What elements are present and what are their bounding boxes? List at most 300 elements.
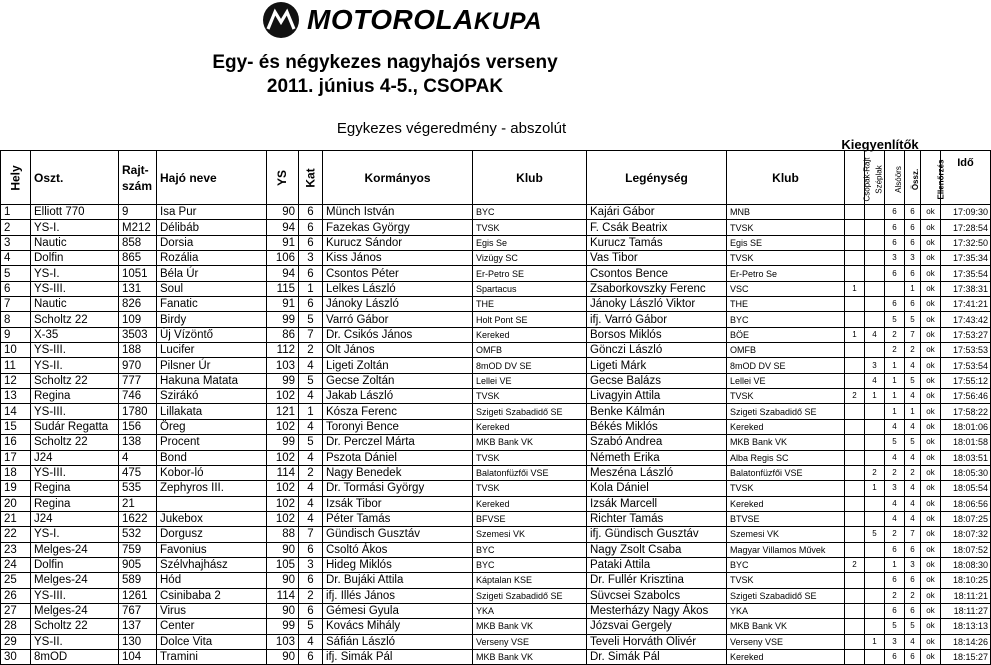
cell-oszt: YS-III. [31, 281, 119, 296]
cell-legenyseg: Dr. Simák Pál [587, 649, 727, 664]
cell-csopak [845, 465, 865, 480]
cell-csopak [845, 266, 865, 281]
header-hely: Hely [1, 151, 31, 205]
cell-oszt: YS-III. [31, 404, 119, 419]
cell-ellenorzes: ok [921, 327, 941, 342]
cell-rajtszam: 137 [119, 619, 157, 634]
cell-alsoors: 2 [885, 327, 905, 342]
cell-alsoors: 1 [885, 389, 905, 404]
header-legenyseg: Legénység [587, 151, 727, 205]
cell-kormanyos: Dr. Bujáki Attila [323, 573, 473, 588]
cell-klub: Vizügy SC [473, 251, 587, 266]
cell-ossz: 6 [905, 297, 921, 312]
cell-ys: 88 [267, 527, 299, 542]
cell-oszt: Melges-24 [31, 573, 119, 588]
cell-alsoors: 6 [885, 220, 905, 235]
cell-ys: 90 [267, 205, 299, 220]
header-oszt: Oszt. [31, 151, 119, 205]
motorola-logo-icon [263, 2, 299, 38]
cell-legenyseg-klub: MKB Bank VK [727, 619, 845, 634]
cell-hajo: Dolce Vita [157, 634, 267, 649]
table-row [1, 235, 991, 250]
cell-csopak [845, 649, 865, 664]
cell-hely: 23 [1, 542, 31, 557]
cell-kat: 5 [299, 435, 323, 450]
cell-ido: 18:05:54 [941, 481, 991, 496]
cell-legenyseg: Teveli Horváth Olivér [587, 634, 727, 649]
cell-ellenorzes: ok [921, 343, 941, 358]
table-row [1, 389, 991, 404]
header-rajtszam: Rajt-szám [119, 151, 157, 205]
cell-ido: 17:55:12 [941, 373, 991, 388]
cell-hely: 1 [1, 205, 31, 220]
cell-hely: 4 [1, 251, 31, 266]
cell-rajtszam: 1051 [119, 266, 157, 281]
cell-oszt: J24 [31, 511, 119, 526]
cell-kat: 6 [299, 649, 323, 664]
cell-legenyseg-klub: Balatonfüzfői VSE [727, 465, 845, 480]
cell-ossz: 4 [905, 481, 921, 496]
cell-hajo: Virus [157, 603, 267, 618]
cell-alsoors: 6 [885, 573, 905, 588]
cell-ellenorzes: ok [921, 235, 941, 250]
cell-ys: 86 [267, 327, 299, 342]
cell-alsoors: 6 [885, 542, 905, 557]
cell-kormanyos: Kiss János [323, 251, 473, 266]
cell-szeplak: 2 [865, 465, 885, 480]
cell-ys: 102 [267, 511, 299, 526]
cell-alsoors: 1 [885, 373, 905, 388]
cell-hely: 27 [1, 603, 31, 618]
cell-rajtszam: 109 [119, 312, 157, 327]
cell-csopak [845, 542, 865, 557]
cell-ido: 18:07:32 [941, 527, 991, 542]
cell-ys: 99 [267, 619, 299, 634]
cell-hely: 3 [1, 235, 31, 250]
header-kormanyos: Kormányos [323, 151, 473, 205]
header-kat: Kat [299, 151, 323, 205]
cell-szeplak: 3 [865, 358, 885, 373]
cell-rajtszam: 3503 [119, 327, 157, 342]
cell-kormanyos: Kósza Ferenc [323, 404, 473, 419]
cell-ossz: 5 [905, 373, 921, 388]
cell-kat: 4 [299, 389, 323, 404]
cell-klub: BYC [473, 557, 587, 572]
cell-legenyseg: Gönczi László [587, 343, 727, 358]
cell-kat: 4 [299, 450, 323, 465]
cell-legenyseg-klub: TVSK [727, 251, 845, 266]
event-title: Egy- és négykezes nagyhajós verseny [212, 52, 558, 73]
cell-csopak: 1 [845, 281, 865, 296]
cell-klub: YKA [473, 603, 587, 618]
cell-legenyseg: Izsák Marcell [587, 496, 727, 511]
cell-legenyseg: Livagyin Attila [587, 389, 727, 404]
cell-ossz: 5 [905, 619, 921, 634]
cell-rajtszam: 1780 [119, 404, 157, 419]
cell-kormanyos: Csoltó Ákos [323, 542, 473, 557]
cell-ossz: 7 [905, 327, 921, 342]
cell-ido: 18:13:13 [941, 619, 991, 634]
cell-szeplak: 5 [865, 527, 885, 542]
cell-ido: 17:53:27 [941, 327, 991, 342]
cell-ido: 18:14:26 [941, 634, 991, 649]
cell-ido: 18:11:27 [941, 603, 991, 618]
cell-legenyseg: Meszéna László [587, 465, 727, 480]
cell-szeplak [865, 619, 885, 634]
cell-hely: 10 [1, 343, 31, 358]
cell-klub: BFVSE [473, 511, 587, 526]
cell-csopak [845, 297, 865, 312]
cell-ido: 17:28:54 [941, 220, 991, 235]
cell-csopak [845, 619, 865, 634]
cell-oszt: YS-III. [31, 343, 119, 358]
cell-kat: 5 [299, 619, 323, 634]
cell-kat: 4 [299, 634, 323, 649]
cell-ellenorzes: ok [921, 649, 941, 664]
cell-csopak [845, 603, 865, 618]
cell-ys: 90 [267, 542, 299, 557]
cell-kormanyos: Hideg Miklós [323, 557, 473, 572]
table-row [1, 450, 991, 465]
cell-rajtszam: 746 [119, 389, 157, 404]
cell-klub: Szigeti Szabadidő SE [473, 404, 587, 419]
cell-klub: TVSK [473, 450, 587, 465]
cell-oszt: YS-I. [31, 220, 119, 235]
cell-ellenorzes: ok [921, 297, 941, 312]
cell-klub: MKB Bank VK [473, 435, 587, 450]
cell-ellenorzes: ok [921, 527, 941, 542]
cell-kat: 4 [299, 496, 323, 511]
cell-kat: 6 [299, 297, 323, 312]
cell-rajtszam: 21 [119, 496, 157, 511]
cell-klub: TVSK [473, 481, 587, 496]
cell-legenyseg: Kurucz Tamás [587, 235, 727, 250]
cell-hajo: Favonius [157, 542, 267, 557]
cell-szeplak [865, 588, 885, 603]
cell-klub: Szigeti Szabadidő SE [473, 588, 587, 603]
cell-rajtszam: 130 [119, 634, 157, 649]
cell-oszt: Nautic [31, 235, 119, 250]
cell-hajo: Öreg [157, 419, 267, 434]
cell-szeplak: 1 [865, 389, 885, 404]
cell-hely: 19 [1, 481, 31, 496]
cell-ys: 99 [267, 312, 299, 327]
cell-rajtszam: 589 [119, 573, 157, 588]
cell-rajtszam: 865 [119, 251, 157, 266]
cell-ellenorzes: ok [921, 481, 941, 496]
cell-klub: Kereked [473, 327, 587, 342]
cell-szeplak [865, 251, 885, 266]
cell-szeplak [865, 281, 885, 296]
cell-hely: 29 [1, 634, 31, 649]
cell-kat: 2 [299, 588, 323, 603]
cell-ellenorzes: ok [921, 312, 941, 327]
cell-ido: 17:32:50 [941, 235, 991, 250]
cell-csopak [845, 312, 865, 327]
cell-ossz: 6 [905, 220, 921, 235]
table-row [1, 358, 991, 373]
cell-ido: 17:56:46 [941, 389, 991, 404]
cell-hely: 22 [1, 527, 31, 542]
header-hajo: Hajó neve [157, 151, 267, 205]
cell-ys: 103 [267, 634, 299, 649]
cell-szeplak [865, 343, 885, 358]
cell-ido: 18:01:06 [941, 419, 991, 434]
cell-csopak [845, 435, 865, 450]
cell-ido: 17:43:42 [941, 312, 991, 327]
cell-legenyseg-klub: Er-Petro Se [727, 266, 845, 281]
table-row [1, 419, 991, 434]
cell-ossz: 2 [905, 588, 921, 603]
logo-wordmark: MOTOROLAKUPA [307, 4, 543, 35]
cell-kormanyos: Gémesi Gyula [323, 603, 473, 618]
cell-klub: Er-Petro SE [473, 266, 587, 281]
cell-hely: 26 [1, 588, 31, 603]
cell-ido: 17:53:54 [941, 358, 991, 373]
cell-alsoors: 4 [885, 496, 905, 511]
cell-ys: 102 [267, 419, 299, 434]
cell-hely: 8 [1, 312, 31, 327]
cell-hajo [157, 496, 267, 511]
cell-hely: 6 [1, 281, 31, 296]
cell-ido: 18:15:27 [941, 649, 991, 664]
cell-kat: 6 [299, 573, 323, 588]
cell-legenyseg: Süvcsei Szabolcs [587, 588, 727, 603]
cell-csopak [845, 588, 865, 603]
cell-csopak: 2 [845, 557, 865, 572]
cell-kormanyos: Jánoky László [323, 297, 473, 312]
cell-szeplak [865, 312, 885, 327]
cell-ido: 18:10:25 [941, 573, 991, 588]
cell-ido: 18:06:56 [941, 496, 991, 511]
header-szeplak: Széplak [865, 151, 885, 205]
cell-legenyseg-klub: TVSK [727, 481, 845, 496]
cell-csopak: 1 [845, 327, 865, 342]
cell-hajo: Center [157, 619, 267, 634]
cell-rajtszam: 4 [119, 450, 157, 465]
cell-oszt: Dolfin [31, 557, 119, 572]
cell-rajtszam: 970 [119, 358, 157, 373]
cell-hely: 28 [1, 619, 31, 634]
cell-alsoors: 3 [885, 634, 905, 649]
cell-oszt: Dolfin [31, 251, 119, 266]
cell-ys: 115 [267, 281, 299, 296]
cell-klub: BYC [473, 542, 587, 557]
header-ossz: Össz. [905, 151, 921, 205]
cell-klub: Lellei VE [473, 373, 587, 388]
cell-hajo: Procent [157, 435, 267, 450]
cell-kormanyos: Lelkes László [323, 281, 473, 296]
cell-alsoors: 5 [885, 619, 905, 634]
cell-legenyseg: Dr. Fullér Krisztina [587, 573, 727, 588]
cell-ido: 17:41:21 [941, 297, 991, 312]
cell-kormanyos: Fazekas György [323, 220, 473, 235]
header-ys: YS [267, 151, 299, 205]
cell-ys: 102 [267, 389, 299, 404]
table-row [1, 465, 991, 480]
cell-oszt: Elliott 770 [31, 205, 119, 220]
cell-ossz: 7 [905, 527, 921, 542]
cell-legenyseg: Gecse Balázs [587, 373, 727, 388]
cell-kat: 7 [299, 327, 323, 342]
cell-csopak [845, 205, 865, 220]
cell-kat: 3 [299, 557, 323, 572]
cell-ellenorzes: ok [921, 619, 941, 634]
cell-ido: 18:01:58 [941, 435, 991, 450]
cell-rajtszam: 826 [119, 297, 157, 312]
table-row [1, 435, 991, 450]
cell-kormanyos: Kurucz Sándor [323, 235, 473, 250]
cell-hajo: Béla Úr [157, 266, 267, 281]
cell-alsoors: 4 [885, 511, 905, 526]
cell-hajo: Hód [157, 573, 267, 588]
cell-oszt: Nautic [31, 297, 119, 312]
cell-legenyseg-klub: MKB Bank VK [727, 435, 845, 450]
cell-klub: Kereked [473, 496, 587, 511]
cell-kormanyos: Pszota Dániel [323, 450, 473, 465]
cell-rajtszam: 532 [119, 527, 157, 542]
cell-csopak [845, 450, 865, 465]
cell-hajo: Kobor-ló [157, 465, 267, 480]
table-row [1, 511, 991, 526]
cell-kormanyos: Péter Tamás [323, 511, 473, 526]
cell-oszt: YS-I. [31, 266, 119, 281]
cell-alsoors: 2 [885, 465, 905, 480]
cell-ido: 18:03:51 [941, 450, 991, 465]
cell-ellenorzes: ok [921, 450, 941, 465]
cell-kormanyos: Sáfián László [323, 634, 473, 649]
table-row [1, 266, 991, 281]
cell-klub: MKB Bank VK [473, 649, 587, 664]
cell-kat: 2 [299, 465, 323, 480]
cell-hajo: Rozália [157, 251, 267, 266]
cell-csopak [845, 481, 865, 496]
table-row [1, 327, 991, 342]
cell-szeplak: 4 [865, 373, 885, 388]
cell-ellenorzes: ok [921, 511, 941, 526]
cell-ellenorzes: ok [921, 603, 941, 618]
cell-kat: 1 [299, 404, 323, 419]
cell-kat: 4 [299, 419, 323, 434]
table-row [1, 496, 991, 511]
cell-hajo: Jukebox [157, 511, 267, 526]
cell-csopak [845, 251, 865, 266]
cell-kormanyos: Münch István [323, 205, 473, 220]
cell-hajo: Zephyros III. [157, 481, 267, 496]
table-row [1, 373, 991, 388]
cell-oszt: 8mOD [31, 649, 119, 664]
cell-csopak [845, 527, 865, 542]
cell-hajo: Birdy [157, 312, 267, 327]
cell-oszt: YS-II. [31, 358, 119, 373]
cell-legenyseg-klub: VSC [727, 281, 845, 296]
cell-ys: 91 [267, 297, 299, 312]
cell-rajtszam: 138 [119, 435, 157, 450]
cell-ido: 18:05:30 [941, 465, 991, 480]
cell-legenyseg: Józsvai Gergely [587, 619, 727, 634]
cell-legenyseg-klub: OMFB [727, 343, 845, 358]
cell-szeplak [865, 419, 885, 434]
cell-kormanyos: Ligeti Zoltán [323, 358, 473, 373]
cell-hajo: Bond [157, 450, 267, 465]
cell-csopak [845, 358, 865, 373]
cell-csopak [845, 220, 865, 235]
cell-alsoors: 1 [885, 404, 905, 419]
cell-oszt: Scholtz 22 [31, 619, 119, 634]
cell-ellenorzes: ok [921, 557, 941, 572]
cell-kormanyos: ifj. Simák Pál [323, 649, 473, 664]
cell-klub: Egis Se [473, 235, 587, 250]
cell-ys: 103 [267, 358, 299, 373]
cell-hely: 5 [1, 266, 31, 281]
cell-rajtszam: 905 [119, 557, 157, 572]
cell-ellenorzes: ok [921, 496, 941, 511]
cell-klub: Balatonfüzfői VSE [473, 465, 587, 480]
cell-legenyseg-klub: TVSK [727, 573, 845, 588]
cell-ido: 18:08:30 [941, 557, 991, 572]
cell-ys: 99 [267, 435, 299, 450]
cell-ys: 112 [267, 343, 299, 358]
header-alsoors: Alsóörs [885, 151, 905, 205]
cell-ellenorzes: ok [921, 281, 941, 296]
cell-szeplak [865, 542, 885, 557]
cell-legenyseg: Mesterházy Nagy Ákos [587, 603, 727, 618]
cell-legenyseg: ifj. Varró Gábor [587, 312, 727, 327]
cell-hajo: Szélvhajhász [157, 557, 267, 572]
cell-legenyseg: Pataki Attila [587, 557, 727, 572]
cell-ellenorzes: ok [921, 465, 941, 480]
cell-oszt: Sudár Regatta [31, 419, 119, 434]
cell-szeplak [865, 235, 885, 250]
cell-csopak [845, 511, 865, 526]
cell-ys: 99 [267, 373, 299, 388]
cell-ys: 105 [267, 557, 299, 572]
cell-ellenorzes: ok [921, 588, 941, 603]
cell-legenyseg-klub: Kereked [727, 496, 845, 511]
cell-ys: 102 [267, 496, 299, 511]
cell-legenyseg: Németh Erika [587, 450, 727, 465]
cell-kormanyos: Csontos Péter [323, 266, 473, 281]
cell-kormanyos: Varró Gábor [323, 312, 473, 327]
cell-ossz: 6 [905, 603, 921, 618]
cell-ido: 18:07:25 [941, 511, 991, 526]
cell-csopak [845, 419, 865, 434]
cell-ellenorzes: ok [921, 435, 941, 450]
cell-legenyseg: Richter Tamás [587, 511, 727, 526]
cell-hely: 9 [1, 327, 31, 342]
cell-legenyseg: Benke Kálmán [587, 404, 727, 419]
cell-szeplak [865, 205, 885, 220]
table-row [1, 205, 991, 220]
cell-oszt: Melges-24 [31, 603, 119, 618]
table-row [1, 297, 991, 312]
cell-ellenorzes: ok [921, 251, 941, 266]
cell-hely: 17 [1, 450, 31, 465]
cell-kat: 6 [299, 235, 323, 250]
header-ido: Idő [941, 151, 991, 205]
cell-legenyseg-klub: Kereked [727, 649, 845, 664]
cell-szeplak [865, 649, 885, 664]
cell-szeplak: 1 [865, 481, 885, 496]
cell-legenyseg-klub: Magyar Villamos Művek [727, 542, 845, 557]
cell-kormanyos: Dr. Csikós János [323, 327, 473, 342]
cell-hely: 14 [1, 404, 31, 419]
table-row [1, 557, 991, 572]
cell-legenyseg-klub: MNB [727, 205, 845, 220]
cell-rajtszam: 475 [119, 465, 157, 480]
table-row [1, 603, 991, 618]
cell-ossz: 3 [905, 251, 921, 266]
